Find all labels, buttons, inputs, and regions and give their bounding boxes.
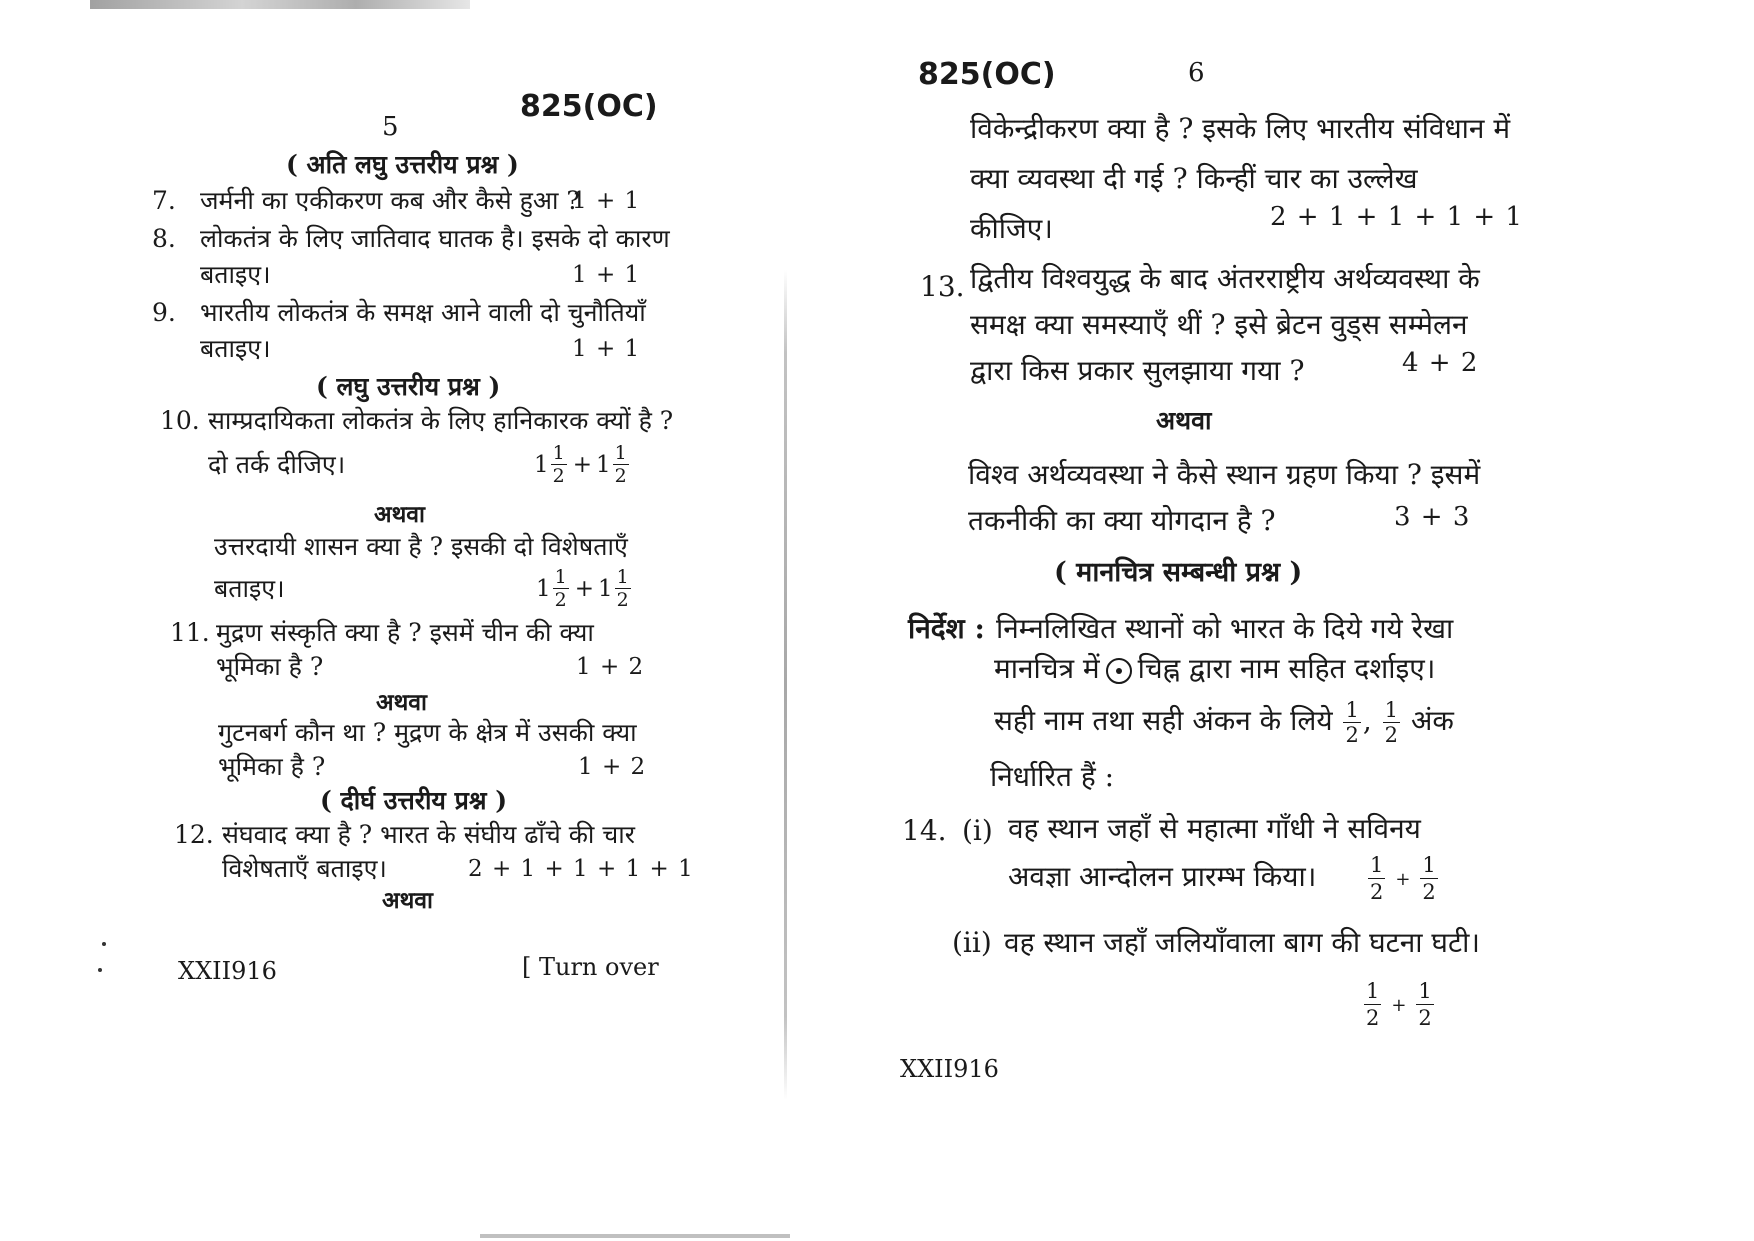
fraction-denominator: 2: [614, 465, 627, 487]
question-marks: 1 + 2: [578, 754, 647, 780]
question-text: विशेषताएँ बताइए।: [222, 854, 387, 883]
mark-fraction: [613, 442, 629, 487]
scan-edge-artifact: [480, 1234, 790, 1238]
mark-fraction: [1364, 978, 1381, 1031]
question-marks: [1366, 852, 1440, 905]
instruction-text-part: अंक: [1410, 704, 1454, 737]
question-text: कीजिए।: [970, 212, 1053, 245]
question-marks: 3 + 3: [1394, 502, 1471, 532]
mark-fraction: [1416, 978, 1433, 1031]
fraction-numerator: 1: [552, 442, 565, 464]
mark-fraction: [1383, 698, 1400, 747]
question-text: साम्प्रदायिकता लोकतंत्र के लिए हानिकारक क्यों है ?: [208, 406, 674, 435]
question-text: भारतीय लोकतंत्र के समक्ष आने वाली दो चुनौतियाँ: [200, 298, 646, 327]
section-heading-very-short: ( अति लघु उत्तरीय प्रश्न ): [286, 150, 519, 179]
scan-edge-artifact: [90, 0, 470, 9]
question-text: वह स्थान जहाँ जलियाँवाला बाग की घटना घटी।: [1004, 926, 1480, 959]
paper-code: 825(OC): [520, 89, 658, 124]
question-number: 9.: [152, 298, 176, 327]
plus-sign: +: [572, 451, 593, 478]
question-text: द्वारा किस प्रकार सुलझाया गया ?: [970, 354, 1305, 387]
question-text: बताइए।: [200, 260, 271, 289]
question-text: उत्तरदायी शासन क्या है ? इसकी दो विशेषताएँ: [214, 532, 628, 561]
question-marks: 2 + 1 + 1 + 1 + 1: [1270, 202, 1523, 232]
question-text: मुद्रण संस्कृति क्या है ? इसमें चीन की क्या: [216, 618, 594, 647]
fraction-numerator: 1: [1366, 979, 1380, 1003]
fraction-numerator: 1: [1384, 698, 1399, 722]
fraction-numerator: 1: [1370, 853, 1384, 877]
mark-fraction: [551, 442, 567, 487]
page-number: 5: [382, 112, 399, 142]
paper-code: 825(OC): [918, 57, 1056, 92]
mark-whole: 1: [534, 451, 549, 478]
question-number: 10.: [160, 406, 200, 435]
instruction-text: निर्धारित हैं :: [990, 760, 1115, 793]
mark-fraction: [1343, 698, 1360, 747]
question-text: क्या व्यवस्था दी गई ? किन्हीं चार का उल्लेख: [970, 162, 1418, 195]
mark-fraction: [1420, 852, 1437, 905]
question-text: समक्ष क्या समस्याएँ थीं ? इसे ब्रेटन वुड्स सम्मेलन: [970, 308, 1468, 341]
question-text: द्वितीय विश्वयुद्ध के बाद अंतरराष्ट्रीय अर्थव्यवस्था के: [970, 262, 1480, 295]
question-marks: [534, 442, 631, 487]
fraction-denominator: 2: [554, 589, 567, 611]
fraction-numerator: 1: [1418, 979, 1432, 1003]
footer-code: XXII916: [178, 957, 277, 985]
instruction-text: [994, 698, 1454, 747]
fraction-numerator: 1: [616, 566, 629, 588]
question-text: लोकतंत्र के लिए जातिवाद घातक है। इसके दो कारण: [200, 224, 670, 253]
fraction-denominator: 2: [1422, 880, 1436, 904]
question-number: 11.: [170, 618, 210, 647]
circled-dot-symbol-icon: [1106, 658, 1132, 684]
question-marks: 1 + 1: [572, 336, 641, 362]
question-text: विकेन्द्रीकरण क्या है ? इसके लिए भारतीय संविधान में: [970, 112, 1511, 145]
mark-whole: 1: [598, 575, 613, 602]
question-text: जर्मनी का एकीकरण कब और कैसे हुआ ?: [200, 186, 580, 215]
section-heading-short: ( लघु उत्तरीय प्रश्न ): [316, 372, 501, 401]
question-text: भूमिका है ?: [218, 752, 326, 781]
or-label: अथवा: [382, 887, 434, 914]
plus-sign: +: [1395, 869, 1411, 890]
right-page: [790, 0, 1754, 1241]
question-text: वह स्थान जहाँ से महात्मा गाँधी ने सविनय: [1008, 812, 1421, 845]
question-number: 14.: [902, 814, 947, 847]
fraction-denominator: 2: [1418, 1006, 1432, 1030]
fraction-numerator: 1: [614, 442, 627, 464]
question-text: बताइए।: [214, 574, 285, 603]
question-number: 8.: [152, 224, 176, 253]
left-page: [0, 0, 790, 1241]
sub-question-label: (i): [962, 814, 993, 847]
question-number: 12.: [174, 820, 214, 849]
section-heading-map: ( मानचित्र सम्बन्धी प्रश्न ): [1054, 557, 1303, 588]
fraction-denominator: 2: [1366, 1006, 1380, 1030]
turn-over-label: [ Turn over: [522, 953, 659, 981]
question-marks: 4 + 2: [1402, 348, 1479, 378]
question-text: संघवाद क्या है ? भारत के संघीय ढाँचे की चार: [222, 820, 635, 849]
plus-sign: +: [574, 575, 595, 602]
scan-speck: [98, 968, 102, 972]
section-heading-long: ( दीर्घ उत्तरीय प्रश्न ): [320, 786, 508, 815]
plus-sign: +: [1391, 995, 1407, 1016]
mark-whole: 1: [536, 575, 551, 602]
instruction-text: [994, 652, 1435, 686]
question-marks: [536, 566, 633, 611]
page-fold-line: [784, 270, 787, 1100]
or-label: अथवा: [376, 689, 428, 716]
or-label: अथवा: [374, 501, 426, 528]
question-marks: 2 + 1 + 1 + 1 + 1: [468, 856, 694, 882]
fraction-numerator: 1: [1422, 853, 1436, 877]
mark-fraction: [615, 566, 631, 611]
sub-question-label: (ii): [952, 926, 992, 959]
question-text: दो तर्क दीजिए।: [208, 450, 346, 479]
mark-whole: 1: [596, 451, 611, 478]
question-marks: [1362, 978, 1436, 1031]
scan-speck: [102, 942, 106, 946]
instruction-text: निम्नलिखित स्थानों को भारत के दिये गये रेखा: [996, 612, 1454, 645]
question-text: गुटनबर्ग कौन था ? मुद्रण के क्षेत्र में उसकी क्या: [218, 718, 637, 747]
mark-fraction: [553, 566, 569, 611]
question-text: अवज्ञा आन्दोलन प्रारम्भ किया।: [1008, 860, 1317, 893]
separator: ,: [1362, 704, 1372, 737]
question-text: बताइए।: [200, 334, 271, 363]
question-number: 7.: [152, 186, 176, 215]
question-text: तकनीकी का क्या योगदान है ?: [968, 504, 1276, 537]
fraction-denominator: 2: [1345, 723, 1359, 747]
fraction-denominator: 2: [552, 465, 565, 487]
mark-fraction: [1368, 852, 1385, 905]
fraction-numerator: 1: [554, 566, 567, 588]
question-text: भूमिका है ?: [216, 652, 324, 681]
instruction-text-part: मानचित्र में: [994, 652, 1100, 685]
instruction-label: निर्देश :: [908, 612, 985, 645]
fraction-denominator: 2: [616, 589, 629, 611]
question-marks: 1 + 1: [572, 262, 641, 288]
instruction-text-part: चिह्न द्वारा नाम सहित दर्शाइए।: [1137, 652, 1436, 685]
page-number: 6: [1188, 58, 1205, 88]
question-number: 13.: [920, 270, 965, 303]
instruction-text-part: सही नाम तथा सही अंकन के लिये: [994, 704, 1333, 737]
fraction-numerator: 1: [1345, 698, 1359, 722]
or-label: अथवा: [1156, 406, 1212, 435]
fraction-denominator: 2: [1384, 723, 1399, 747]
fraction-denominator: 2: [1370, 880, 1384, 904]
question-text: विश्व अर्थव्यवस्था ने कैसे स्थान ग्रहण किया ? इसमें: [968, 458, 1481, 491]
footer-code: XXII916: [900, 1055, 999, 1083]
question-marks: 1 + 2: [576, 654, 645, 680]
question-marks: 1 + 1: [572, 188, 641, 214]
